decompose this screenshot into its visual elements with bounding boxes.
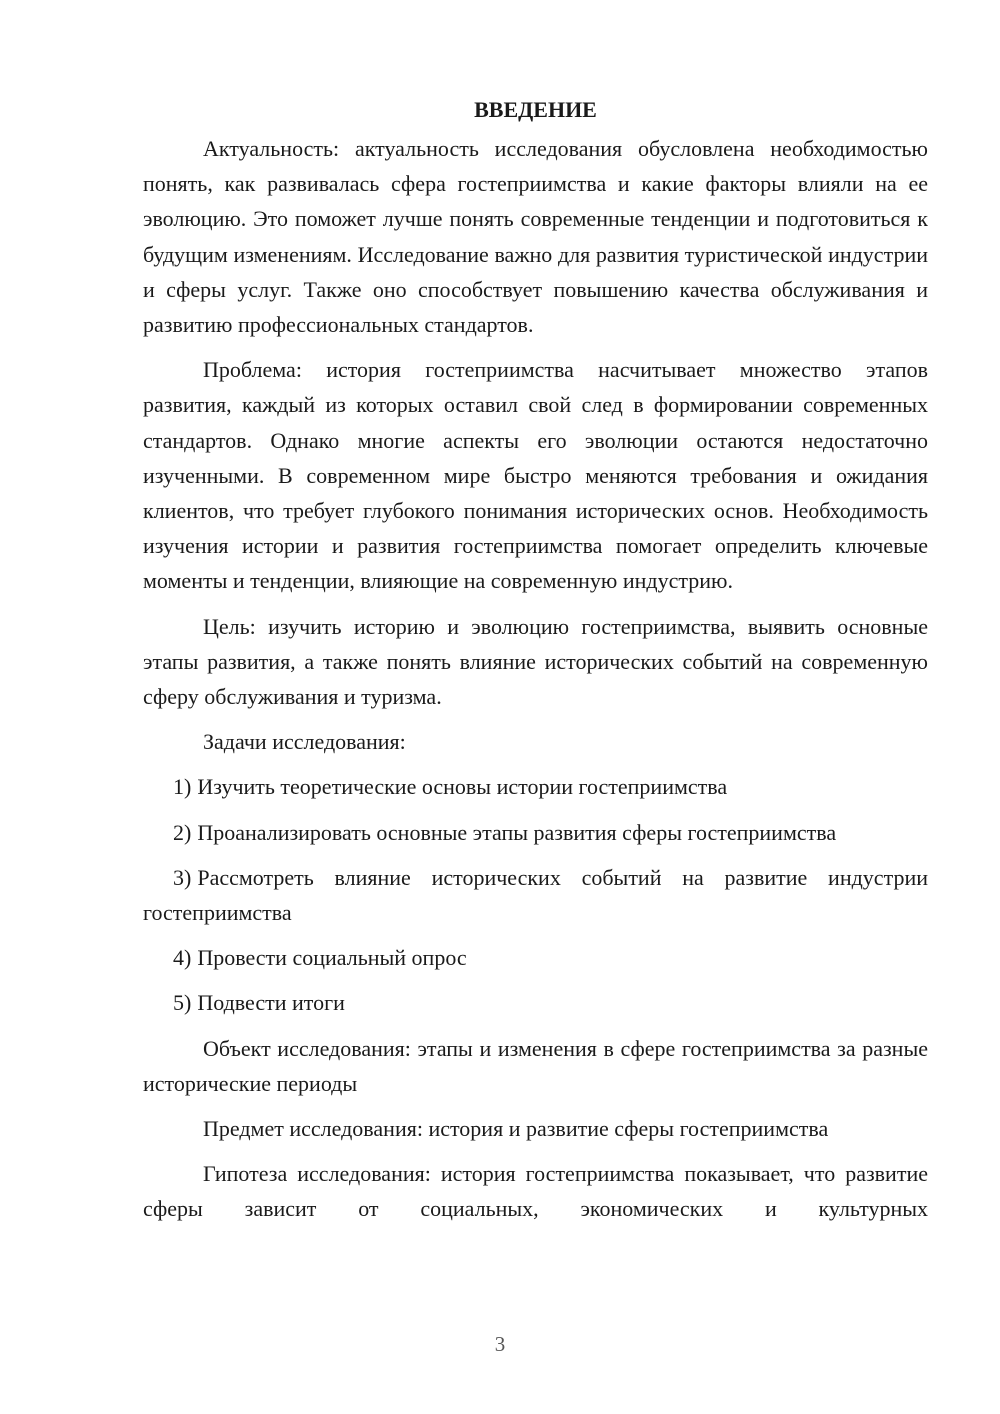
list-item — [143, 940, 928, 975]
list-item-text: Подвести итоги — [197, 990, 345, 1016]
list-item — [143, 860, 928, 930]
list-item-text: Рассмотреть влияние исторических событий на развитие индустрии гостеприимства — [143, 864, 928, 926]
tasks-list — [143, 769, 928, 1020]
document-page — [143, 92, 928, 1227]
paragraph-relevance: Актуальность: актуальность исследования обусловлена необходимостью понять, как развивалась сфера гостеприимства и какие факторы влияли на ее эволюцию. Это поможет лучше понять современные тенденции и подготовиться к будущим изменениям. Исследование важно для развития туристической индустрии и сферы услуг. Также оно способствует повышению качества обслуживания и развитию профессиональных стандартов. — [143, 136, 928, 338]
page-number: 3 — [494, 1332, 506, 1356]
list-item-number: 4) — [173, 945, 192, 971]
paragraph-hypothesis: Гипотеза исследования: история гостеприимства показывает, что развитие сферы зависит от социальных, экономических и культурных — [143, 1161, 928, 1222]
list-item — [143, 769, 928, 804]
list-item-number: 3) — [173, 864, 192, 890]
list-item — [143, 985, 928, 1020]
paragraph-problem: Проблема: история гостеприимства насчитывает множество этапов развития, каждый из которых оставил свой след в формировании современных стандартов. Однако многие аспекты его эволюции остаются недостаточно изученными. В современном мире быстро меняются требования и ожидания клиентов, что требует глубокого понимания исторических основ. Необходимость изучения истории и развития гостеприимства помогает определить ключевые моменты и тенденции, влияющие на современную индустрию. — [143, 357, 928, 594]
list-item — [143, 815, 928, 850]
list-item-number: 2) — [173, 819, 192, 845]
list-item-text: Изучить теоретические основы истории гостеприимства — [197, 774, 728, 800]
tasks-heading: Задачи исследования: — [203, 729, 406, 755]
page-title: ВВЕДЕНИЕ — [474, 97, 597, 122]
list-item-text: Проанализировать основные этапы развития сферы гостеприимства — [197, 819, 837, 845]
list-item-number: 5) — [173, 990, 192, 1016]
paragraph-goal: Цель: изучить историю и эволюцию гостеприимства, выявить основные этапы развития, а также понять влияние исторических событий на современную сферу обслуживания и туризма. — [143, 613, 928, 710]
paragraph-object: Объект исследования: этапы и изменения в сфере гостеприимства за разные исторические периоды — [143, 1035, 928, 1096]
list-item-number: 1) — [173, 774, 192, 800]
list-item-text: Провести социальный опрос — [197, 945, 467, 971]
paragraph-subject: Предмет исследования: история и развитие сферы гостеприимства — [203, 1116, 829, 1142]
